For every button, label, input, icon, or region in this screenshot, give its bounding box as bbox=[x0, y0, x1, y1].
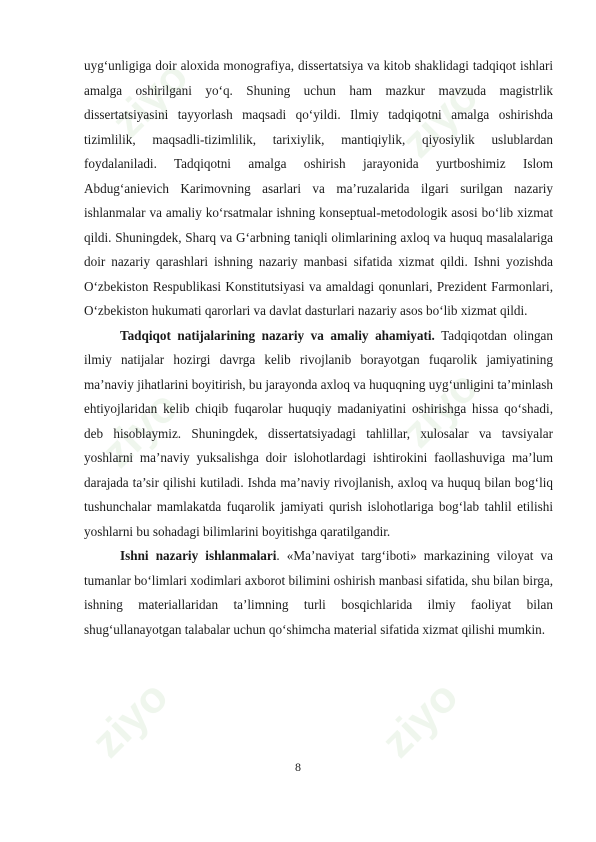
watermark-text: ziyo bbox=[82, 671, 178, 768]
paragraph-text: Tadqiqotdan olingan ilmiy natijalar hozirgi davrga kelib rivojlanib borayotgan fuqarolik jamiyatining ma’naviy jihatlarini boyitirish, bu jarayonda axloq va huquqning uyg‘unligini ta’minlash ehtiyojlaridan kelib chiqib fuqarolar huquqiy madaniyatini oshirishga hissa qo‘shadi, deb hisoblaymiz. Shuningdek, dissertatsiyadagi tahlillar, xulosalar va tavsiyalar yoshlarni ma’naviy yuksalishga doir islohotlardagi ishtirokini faollashuviga ma’lum darajada ta’sir qilishi kutiladi. Ishda ma’naviy rivojlanish, axloq va huquq bilan bog‘liq tushunchalar mamlakatda fuqarolik jamiyati qurish islohotlariga bog‘lab tahlil etilishi yoshlarni bu sohadagi bilimlarini boyitishga qaratilgandir. bbox=[84, 327, 553, 539]
page-number: 8 bbox=[295, 760, 301, 774]
watermark-text: ziyo bbox=[102, 51, 198, 148]
watermark-text: ziyo bbox=[392, 71, 488, 168]
watermark-logo bbox=[82, 672, 177, 767]
watermark-logo bbox=[372, 672, 467, 767]
paragraph-theoretical-work bbox=[84, 544, 553, 642]
watermark-text: ziyo bbox=[392, 361, 488, 458]
paragraph-significance bbox=[84, 324, 553, 545]
paragraph-heading: Ishni nazariy ishlanmalari bbox=[120, 548, 277, 563]
watermark-text: ziyo bbox=[372, 671, 468, 768]
document-body bbox=[84, 51, 553, 642]
watermark-text: ziyo bbox=[92, 381, 188, 478]
paragraph-text: uyg‘unligiga doir aloxida monografiya, dissertatsiya va kitob shaklidagi tadqiqot ishlari amalga oshirilgani yo‘q. Shuning uchun ham mazkur mavzuda magistrlik dissertatsiyasini tayyorlash maqsadi qo‘yildi. Ilmiy tadqiqotni amalga oshirishda tizimlilik, maqsadli-tizimlilik, tarixiylik, mantiqiylik, qiyosiylik uslublardan foydalaniladi. Tadqiqotni amalga oshirish jarayonida yurtboshimiz Islom Abdug‘anievich Karimovning asarlari va ma’ruzalarida ilgari surilgan nazariy ishlanmalar va amaliy ko‘rsatmalar ishning konseptual-metodologik asosi bo‘lib xizmat qildi. Shuningdek, Sharq va G‘arbning taniqli olimlarining axloq va huquq masalalariga doir nazariy qarashlari ishning nazariy manbasi sifatida xizmat qildi. Ishni yozishda O‘zbekiston Respublikasi Konstitutsiyasi va amaldagi qonunlari, Prezident Farmonlari, O‘zbekiston hukumati qarorlari va davlat dasturlari nazariy asos bo‘lib xizmat qildi. bbox=[84, 58, 553, 318]
paragraph-heading: Tadqiqot natijalarining nazariy va amaliy ahamiyati. bbox=[120, 327, 435, 343]
paragraph-continuation bbox=[84, 51, 553, 324]
paragraph-text: . «Ma’naviyat targ‘iboti» markazining viloyat va tumanlar bo‘limlari xodimlari axborot bilimini oshirish manbasi sifatida, shu bilan birga, ishning materiallaridan ta’limning turli bosqichlarida ilmiy faoliyat bilan shug‘ullanayotgan talabalar uchun qo‘shimcha material sifatida xizmat qilishi mumkin. bbox=[84, 548, 553, 637]
